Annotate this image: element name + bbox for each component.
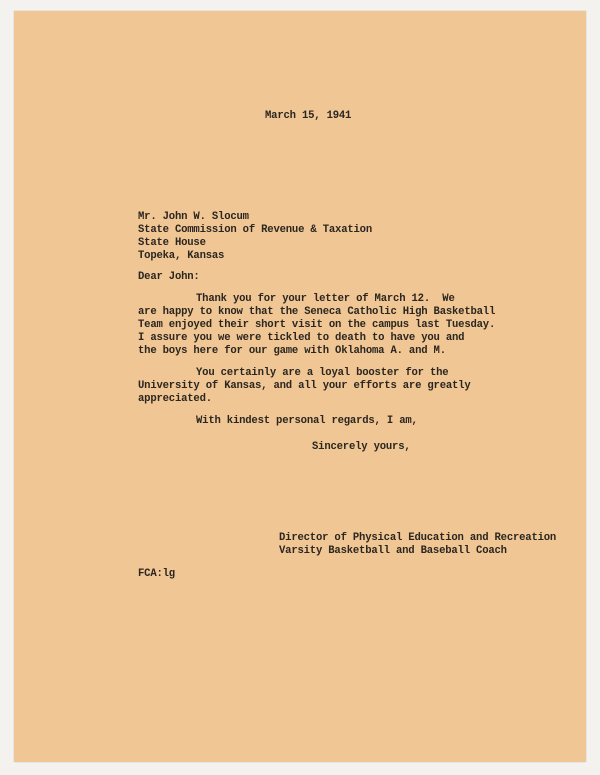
paragraph-line: Thank you for your letter of March 12. We xyxy=(196,293,455,305)
body-paragraph-3: With kindest personal regards, I am, xyxy=(196,415,418,427)
paragraph-line: are happy to know that the Seneca Catholic High Basketball xyxy=(138,306,496,318)
reference-initials: FCA:lg xyxy=(138,568,175,580)
signature-title-line: Director of Physical Education and Recreation xyxy=(279,532,557,544)
paragraph-line: University of Kansas, and all your efforts are greatly xyxy=(138,380,471,392)
letter-date: March 15, 1941 xyxy=(265,110,352,122)
paragraph-line: You certainly are a loyal booster for the xyxy=(196,367,449,379)
recipient-line: State House xyxy=(138,237,206,249)
signature-title-line: Varsity Basketball and Baseball Coach xyxy=(279,545,507,557)
paragraph-line: the boys here for our game with Oklahoma A. and M. xyxy=(138,345,446,357)
recipient-line: Mr. John W. Slocum xyxy=(138,211,249,223)
paragraph-line: Team enjoyed their short visit on the campus last Tuesday. xyxy=(138,319,496,331)
paragraph-line: I assure you we were tickled to death to have you and xyxy=(138,332,465,344)
complimentary-closing: Sincerely yours, xyxy=(312,441,411,453)
letter-page xyxy=(14,11,586,762)
paragraph-line: appreciated. xyxy=(138,393,212,405)
recipient-line: State Commission of Revenue & Taxation xyxy=(138,224,372,236)
salutation: Dear John: xyxy=(138,271,200,283)
recipient-line: Topeka, Kansas xyxy=(138,250,225,262)
